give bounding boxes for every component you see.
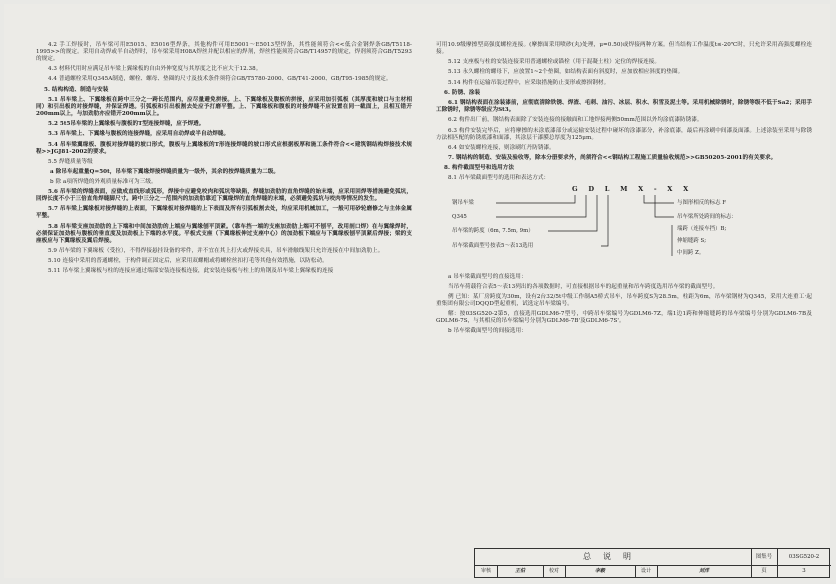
example-solution: 解：按03SG520-2第5，直接选用GDLM6-7型号，中跨吊车梁编号为GDLM6-7Z，端1边1跨和伸缩缝跨的吊车梁编号分别为GDLM6-7B及GDLM6-7S，与其相反的吊车梁编号分别为GDLM6-7B'及GDLM6-7S'。 <box>436 311 812 325</box>
page-number: 3 <box>802 568 806 574</box>
clause-5-9: 5.9 吊车梁的下翼缘板（受拉），不得焊接悬挂设备的零件，并不宜在其上打火或焊接夹具，吊车滑触线架只允许连接在中间加劲肋上。 <box>48 247 384 254</box>
clause-5-12: 5.12 支座板与柱的安装连接采用普通螺栓或锚栓（用于混凝土柱）定位的焊接连接。 <box>448 59 661 66</box>
clause-4-4: 4.4 普通螺栓采用Q345A制造，螺栓、螺母、垫圈的尺寸及技术条件须符合GB/T5780-2000、GB/T41-2000、GB/T95-1985的规定。 <box>48 76 392 83</box>
clause-8-1-b: b 吊车梁截面型号的间接选用： <box>448 328 527 335</box>
clause-5-5-a: a 除吊车起重量Q=50t，吊车梁下翼缘焊接焊缝质量为一级外，其余的按焊缝质量为二级。 <box>50 168 280 175</box>
clause-5-1: 5.1 吊车梁上、下翼缘板在跨中三分之一跨长范围内，应尽量避免拼接。上、下翼缘板及腹板的拼接，应采用加引弧板（其厚度和坡口与主材相同）和引出板的对接焊缝，并保证焊透。引弧板和引出板割去处应予打磨平整。上、下翼缘板和腹板的对接焊缝不应设置在同一截面上，且相互错开200mm以上，与加劲肋亦应错开200mm以上。 <box>36 96 412 117</box>
label-expansion-bay: 伸缩缝跨 S; <box>677 237 707 244</box>
label-section-type: 吊车梁截面型号按表5～表13选用 <box>452 242 534 249</box>
clause-8-1-a-text: 当吊车荷载符合表5～表13列出的各项数据时，可直接根据吊车的起重量和吊车跨度选用吊车梁的截面型号。 <box>448 283 719 290</box>
atlas-number: 03SG520-2 <box>777 549 831 566</box>
clause-5-14: 5.14 构件在运输吊装过程中，应采取措施防止变形或擦损钢材。 <box>448 79 610 86</box>
clause-5-3: 5.3 吊车梁上、下翼缘与腹板的连接焊缝，应采用自动焊或半自动焊缝。 <box>48 131 230 138</box>
label-middle-bay: 中间跨 Z。 <box>677 249 705 256</box>
clause-7: 7. 钢结构的制造、安装及验收等，除本分册要求外，尚须符合<<钢结构工程施工质量验收规范>>GB50205-2001的有关要求。 <box>448 154 777 161</box>
left-column <box>36 42 412 278</box>
drawing-sheet <box>4 4 830 578</box>
page-label: 页 <box>751 565 778 578</box>
label-span: 吊车梁的跨度（6m, 7.5m, 9m） <box>452 227 534 234</box>
clause-5-13: 5.13 永久螺栓的螺母下，应放置1~2个垫圈，如结构表面有斜度时，应加放相应斜度的垫圈。 <box>448 69 684 76</box>
section-5-heading: 5. 结构构造、制造与安装 <box>44 86 109 93</box>
clause-5-8: 5.8 吊车梁支座加劲肋的上下端和中间加劲肋的上端应与翼缘刨平顶紧。（靠车挡一端的支座加劲肋上端可不刨平，改用剖口焊）在与翼缘焊时，必须保证加劲板与腹板的垂直度及加劲板上下端的水平度。平板式支座（下翼缘板伸过支座中心）的加劲板下端应与下翼缘板刨平顶紧后焊接；梁的支座板应与下翼缘板及翼后焊接。 <box>36 223 412 244</box>
clause-8-1: 8.1 吊车梁截面型号的选用和表达方式： <box>448 175 550 182</box>
clause-6-3: 6.3 构件安装完毕后，应将摩擦的未涂底漆部分或运输安装过程中碰坏的涂漆部分，补涂底漆，最后再涂刷中间漆及面漆。上述涂装至采用与除锈方法相匹配的防锈底漆和面漆，其涂层干漆膜总厚度为125μm。 <box>436 127 812 141</box>
clause-6-4: 6.4 如安装螺栓连接，则涂刷红丹防锈漆。 <box>448 144 555 151</box>
label-bay-mark: 吊车梁所处跨间的标志： <box>677 213 737 220</box>
label-end-bay: 端跨（连接车挡）B; <box>677 225 727 232</box>
clause-5-5: 5.5 焊缝质量等级 <box>48 158 93 165</box>
proof-signature: 李毅 <box>565 565 636 578</box>
section-8-heading: 8. 构件截面型号和选用方法 <box>444 165 515 172</box>
example-given: 例 已知：某厂房跨度为30m，设有2台32/5t中级工作制A5桥式吊车，吊车跨度S为28.5m，柱距为6m，吊车梁钢材为Q345，采用大连重工·起重集团有限公司DQQD型起重机，试选定吊车梁编号。 <box>436 294 812 308</box>
clause-4-2: 4.2 手工焊接时，吊车梁可用E5015、E5016型焊条，其他构件可用E5001～E5013型焊条，其性能须符合<<低合金钢焊条GB/T5118-1995>>的规定。采用自动焊或半自动焊时，吊车梁采用H08A焊丝并配以相应的焊剂，焊丝性能须符合GB/T14957的规定，焊剂须符合GB/T5293的规定。 <box>36 42 412 62</box>
clause-4-3: 4.3 材料代用时应满足吊车梁上翼缘板的自由外伸宽度与其厚度之比不应大于12.38。 <box>48 66 262 73</box>
reviewer-signature: 王伯 <box>497 565 544 578</box>
section-6-heading: 6. 防锈、涂装 <box>444 89 481 96</box>
clause-5-10: 5.10 连接中采用的普通螺栓，于构件调正固定后，应采用双螺帽或将螺栓丝扣打毛等其他有效措施，以防松动。 <box>48 258 328 265</box>
clause-5-4: 5.4 吊车梁翼缘板、腹板对接焊缝的坡口形式，腹板与上翼缘板的T形连接焊缝的坡口形式应根据板厚和施工条件符合<<建筑钢结构焊接技术规程>>JGJ81-2002的要求。 <box>36 141 412 155</box>
title-block <box>474 548 830 578</box>
label-steel-crane-beam: 钢吊车梁 <box>452 199 474 206</box>
sheet-title: 总说明 <box>475 549 752 566</box>
design-signature: 刘洋 <box>657 565 752 578</box>
clause-5-6: 5.6 吊车梁的焊缝表面，应做成直线形或弧形，焊接中应避免咬肉和弧坑等缺陷，焊缝加劲肋的直角焊缝的始末端，应采用回焊等措施避免弧坑，回焊长度不小于三倍直角焊缝脚尺寸。跨中三分之一范围内的加劲肋靠近下翼缘焊的直角焊缝的末端，必须避免弧坑与咬肉等情况的发生。 <box>36 189 412 203</box>
designation-code: G D L M X - X X <box>572 184 693 193</box>
clause-6-1: 6.1 钢结构表面在涂装漆前，应彻底清除铁锈、焊渣、毛刺、油污、冰层、积水、积雪及泥土等。采用机械除锈时，除锈等级不低于Sa2；采用手工除锈时，除锈等级应为St3。 <box>436 100 812 114</box>
label-mirror-mark: 与图形相反的标志 F <box>677 199 727 206</box>
proof-label: 校对 <box>543 565 566 578</box>
clause-5-2: 5.2 5t5吊车梁的上翼缘板与腹板的T型连接焊缝，应予焊透。 <box>48 121 205 128</box>
atlas-number-label: 图集号 <box>751 549 778 566</box>
clause-5-7: 5.7 吊车梁上翼缘板对接焊缝的上表面，下翼缘板对接焊缝的上下表面及所有引弧板割去处，均应采用机械加工，一般可用砂轮磨修之与主体金属平整。 <box>36 206 412 220</box>
clause-5-5-b: b 除 a项所焊缝的外观质量标准可为三级。 <box>50 179 157 186</box>
designation-diagram <box>436 186 812 270</box>
clause-8-1-a: a 吊车梁截面型号的直接选用： <box>448 273 527 280</box>
reviewer-label: 审核 <box>475 565 498 578</box>
clause-5-11: 5.11 吊车梁上翼缘板与柱的连接应通过端部安装连接板连接，此安装连接板与柱上的角钢及吊车梁上翼缘板的连接 <box>48 268 334 275</box>
clause-6-2: 6.2 构件出厂前，钢结构表面除了安装连接的接触面和工地焊接两侧50mm范围以外均涂底漆防锈漆。 <box>448 117 703 124</box>
right-column <box>436 42 812 339</box>
label-q345: Q345 <box>452 213 467 220</box>
design-label: 设计 <box>635 565 658 578</box>
clause-5-11-cont: 可用10.9级摩擦型高强度螺栓连接。(摩擦面采用喷砂(丸)处理，μ=0.50)或焊接两种方案。但当结构工作温度t≤-20℃时，只允许采用高强度螺栓连接。 <box>436 42 812 55</box>
